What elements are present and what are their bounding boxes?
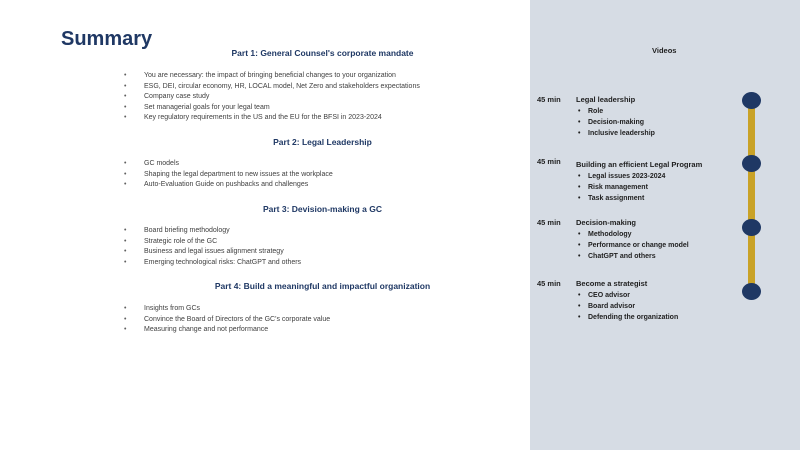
timeline-dot <box>742 155 761 172</box>
part-title: Part 1: General Counsel's corporate mandate <box>231 48 414 58</box>
list-item: • Role <box>576 106 655 117</box>
module-items <box>576 106 655 139</box>
timeline-line <box>748 100 755 291</box>
module-title: Become a strategist <box>576 279 648 288</box>
part-3 <box>120 204 525 268</box>
part-items <box>120 304 525 336</box>
video-module <box>537 157 737 202</box>
module-duration: 45 min <box>537 218 561 227</box>
part-1 <box>120 48 525 124</box>
timeline-dot <box>742 219 761 236</box>
part-title: Part 4: Build a meaningful and impactful organization <box>214 281 431 291</box>
part-items <box>120 226 525 268</box>
part-title: Part 3: Devision-making a GC <box>262 204 383 214</box>
video-module <box>537 218 737 263</box>
list-item: • Emerging technological risks: ChatGPT and others <box>120 258 525 269</box>
list-item: • Company case study <box>120 92 525 103</box>
module-title: Building an efficient Legal Program <box>576 160 703 169</box>
list-item: • CEO advisor <box>576 290 678 301</box>
part-2 <box>120 137 525 191</box>
module-items <box>576 171 665 204</box>
list-item: • Decision-making <box>576 117 655 128</box>
list-item: • Convince the Board of Directors of the GC's corporate value <box>120 315 525 326</box>
module-items <box>576 229 689 262</box>
list-item: • GC models <box>120 159 525 170</box>
list-item: • Performance or change model <box>576 240 689 251</box>
list-item: • Board advisor <box>576 301 678 312</box>
list-item: • Legal issues 2023-2024 <box>576 171 665 182</box>
module-title: Decision-making <box>576 218 637 227</box>
module-title: Legal leadership <box>576 95 636 104</box>
list-item: • You are necessary: the impact of bringing beneficial changes to your organization <box>120 71 525 82</box>
list-item: • Measuring change and not performance <box>120 325 525 336</box>
list-item: • Board briefing methodology <box>120 226 525 237</box>
list-item: • Key regulatory requirements in the US and the EU for the BFSI in 2023-2024 <box>120 113 525 124</box>
part-items <box>120 71 525 124</box>
list-item: • Risk management <box>576 182 665 193</box>
video-module <box>537 95 737 140</box>
list-item: • Inclusive leadership <box>576 128 655 139</box>
list-item: • Methodology <box>576 229 689 240</box>
module-duration: 45 min <box>537 95 561 104</box>
list-item: • Business and legal issues alignment strategy <box>120 247 525 258</box>
list-item: • Strategic role of the GC <box>120 237 525 248</box>
timeline-dot <box>742 283 761 300</box>
page-title: Summary <box>61 28 153 50</box>
part-4 <box>120 281 525 336</box>
list-item: • Set managerial goals for your legal team <box>120 103 525 114</box>
video-module <box>537 279 737 324</box>
module-items <box>576 290 678 323</box>
module-duration: 45 min <box>537 157 561 166</box>
videos-title: Videos <box>652 46 677 55</box>
part-title: Part 2: Legal Leadership <box>273 137 372 147</box>
list-item: • Insights from GCs <box>120 304 525 315</box>
list-item: • Task assignment <box>576 193 665 204</box>
list-item: • Auto-Evaluation Guide on pushbacks and challenges <box>120 180 525 191</box>
list-item: • ESG, DEI, circular economy, HR, LOCAL model, Net Zero and stakeholders expectations <box>120 82 525 93</box>
timeline-dot <box>742 92 761 109</box>
list-item: • ChatGPT and others <box>576 251 689 262</box>
list-item: • Shaping the legal department to new issues at the workplace <box>120 170 525 181</box>
part-items <box>120 159 525 191</box>
module-duration: 45 min <box>537 279 561 288</box>
list-item: • Defending the organization <box>576 312 678 323</box>
